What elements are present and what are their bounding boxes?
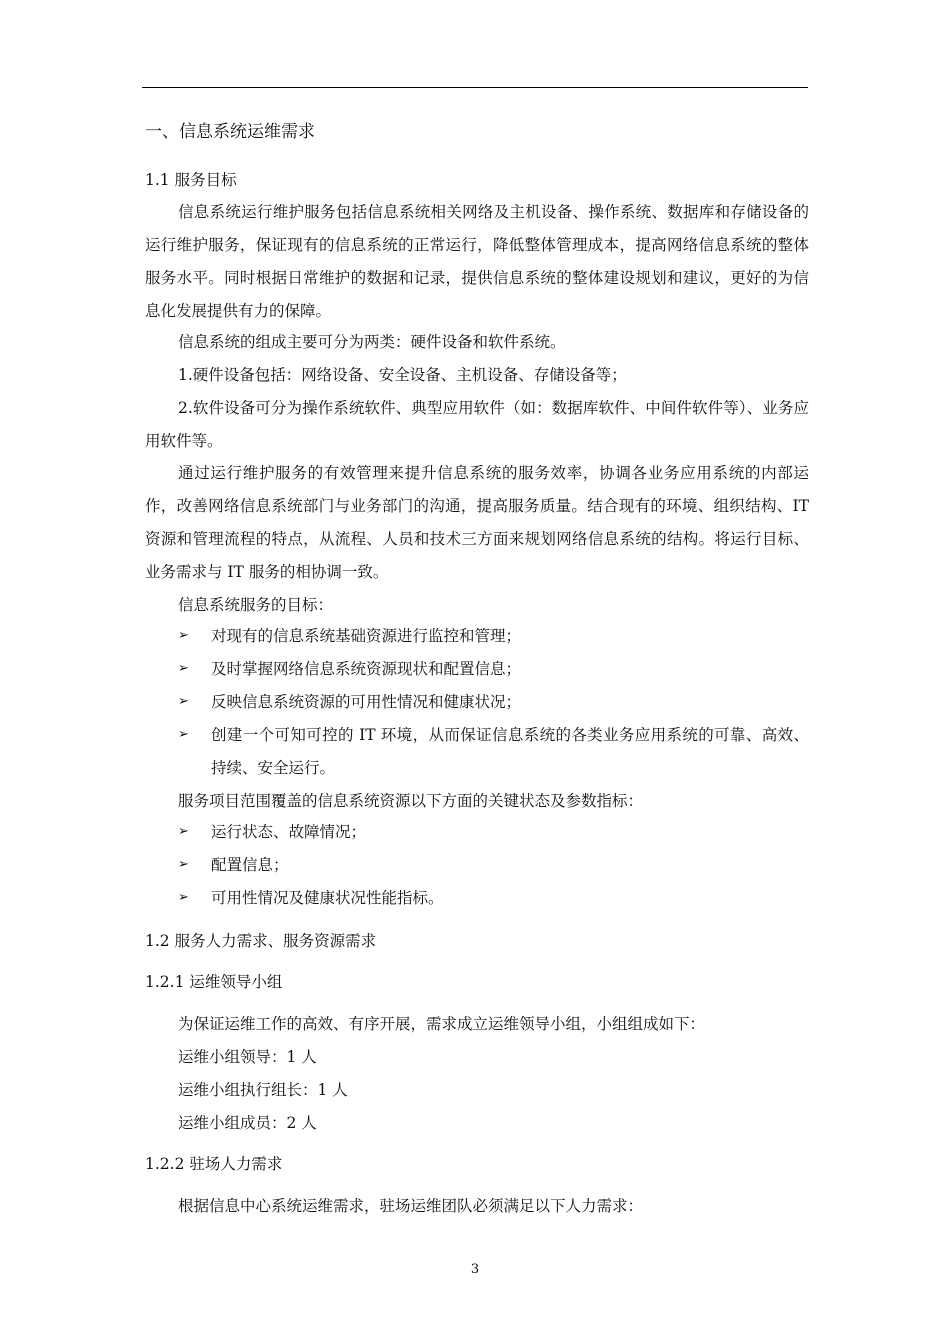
paragraph-onsite-intro: 根据信息中心系统运维需求，驻场运维团队必须满足以下人力需求：: [178, 1197, 644, 1215]
heading-1-1: 1.1 服务目标: [145, 171, 237, 189]
section-title: 一、信息系统运维需求: [145, 122, 315, 142]
team-member-line: 运维小组领导：1 人: [178, 1048, 317, 1066]
bullet-arrow-icon: ➢: [178, 628, 189, 643]
team-member-line: 运维小组成员：2 人: [178, 1114, 317, 1132]
bullet-arrow-icon: ➢: [178, 694, 189, 709]
list-item: 可用性情况及健康状况性能指标。: [211, 889, 444, 907]
paragraph-hardware: 1.硬件设备包括：网络设备、安全设备、主机设备、存储设备等；: [178, 366, 627, 384]
paragraph-service-scope: 信息系统运行维护服务包括信息系统相关网络及主机设备、操作系统、数据库和存储设备的运行维护服务，保证现有的信息系统的正常运行，降低整体管理成本，提高网络信息系统的整体服务水平。同时根据日常维护的数据和记录，提供信息系统的整体建设规划和建议，更好的为信息化发展提供有力的保障。: [145, 203, 809, 320]
paragraph-team-intro: 为保证运维工作的高效、有序开展，需求成立运维领导小组，小组组成如下：: [178, 1015, 706, 1033]
header-rule: [142, 87, 808, 88]
page-number: 3: [470, 1262, 480, 1277]
list-item: 及时掌握网络信息系统资源现状和配置信息；: [211, 660, 522, 678]
bullet-arrow-icon: ➢: [178, 857, 189, 872]
team-member-line: 运维小组执行组长：1 人: [178, 1081, 348, 1099]
paragraph-scope-intro: 服务项目范围覆盖的信息系统资源以下方面的关键状态及参数指标：: [178, 792, 644, 810]
bullet-arrow-icon: ➢: [178, 727, 189, 742]
list-item: 反映信息系统资源的可用性情况和健康状况；: [211, 693, 522, 711]
bullet-arrow-icon: ➢: [178, 661, 189, 676]
list-item: 配置信息；: [211, 856, 289, 874]
heading-1-2-1: 1.2.1 运维领导小组: [145, 973, 283, 991]
paragraph-system-composition: 信息系统的组成主要可分为两类：硬件设备和软件系统。: [178, 333, 566, 351]
list-item: 运行状态、故障情况；: [211, 823, 367, 841]
bullet-arrow-icon: ➢: [178, 824, 189, 839]
heading-1-2-2: 1.2.2 驻场人力需求: [145, 1155, 283, 1173]
bullet-arrow-icon: ➢: [178, 890, 189, 905]
paragraph-software: 2.软件设备可分为操作系统软件、典型应用软件（如：数据库软件、中间件软件等）、业务应用软件等。: [145, 399, 809, 450]
list-item: 对现有的信息系统基础资源进行监控和管理；: [211, 627, 522, 645]
paragraph-goals-intro: 信息系统服务的目标：: [178, 596, 334, 614]
heading-1-2: 1.2 服务人力需求、服务资源需求: [145, 932, 377, 950]
paragraph-service-efficiency: 通过运行维护服务的有效管理来提升信息系统的服务效率，协调各业务应用系统的内部运作，改善网络信息系统部门与业务部门的沟通，提高服务质量。结合现有的环境、组织结构、IT 资源和管理流程的特点，从流程、人员和技术三方面来规划网络信息系统的结构。将运行目标、业务需求与 IT 服务的相协调一致。: [145, 464, 809, 581]
list-item: 创建一个可知可控的 IT 环境，从而保证信息系统的各类业务应用系统的可靠、高效、持续、安全运行。: [211, 726, 809, 777]
